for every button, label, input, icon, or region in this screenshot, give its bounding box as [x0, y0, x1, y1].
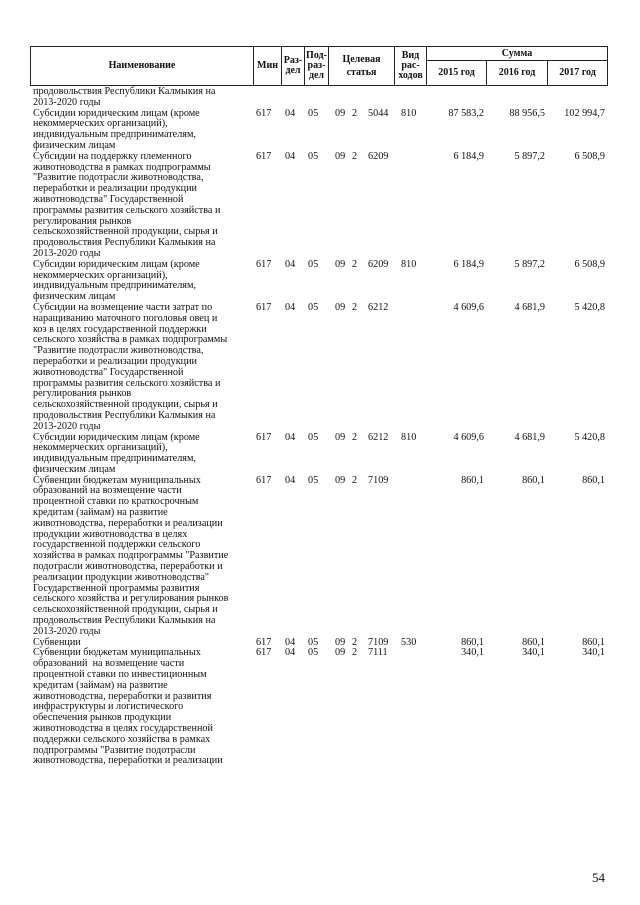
table-row: [30, 476, 607, 638]
row-sum-2017: 860,1: [582, 636, 605, 648]
row-target-part3: 5044: [368, 107, 389, 119]
row-name: продовольствия Республики Калмыкия на 2013-2020 годы: [33, 86, 216, 108]
row-sum-2015: 4 609,6: [453, 431, 484, 443]
row-sum-2016: 5 897,2: [514, 258, 545, 270]
row-vid: 810: [401, 107, 417, 119]
row-vid: 530: [401, 636, 417, 648]
row-target-part3: 6209: [368, 258, 389, 270]
row-target-part1: 09: [335, 107, 346, 119]
row-razdel: 04: [285, 301, 296, 313]
row-target-part1: 09: [335, 474, 346, 486]
row-razdel: 04: [285, 647, 296, 659]
row-razdel: 04: [285, 258, 296, 270]
row-target-part2: 2: [352, 636, 358, 648]
row-name: Субвенции: [33, 636, 81, 648]
row-target-part1: 09: [335, 301, 346, 313]
row-sum-2015: 87 583,2: [448, 107, 484, 119]
header-vid: Вид рас- ходов: [395, 47, 427, 86]
row-sum-2015: 6 184,9: [453, 150, 484, 162]
row-target-part2: 2: [352, 431, 358, 443]
header-year-2015: 2015 год: [427, 61, 487, 86]
row-min: 617: [256, 474, 272, 486]
header-razdel: Раз- дел: [282, 47, 305, 86]
row-target-part3: 7109: [368, 474, 389, 486]
row-target-part1: 09: [335, 258, 346, 270]
row-sum-2015: 6 184,9: [453, 258, 484, 270]
row-sum-2016: 5 897,2: [514, 150, 545, 162]
table-row: [30, 260, 607, 303]
row-sum-2016: 340,1: [522, 647, 545, 659]
row-min: 617: [256, 636, 272, 648]
row-name: Субвенции бюджетам муниципальных образований на возмещение части процентной ставки по краткосрочным кредитам (займам) на развитие животноводства, переработки и реализации продукции животноводства в целях государственной поддержки сельского хозяйства в рамках подпрограммы "Развитие подотрасли животноводства, переработки и реализации продукции животноводства" Государственной программы развития сельского хозяйства и регулирования рынков сельскохозяйственной продукции, сырья и продовольствия Республики Калмыкия на 2013-2020 годы: [33, 474, 229, 637]
table-row: [30, 648, 607, 767]
row-name: Субсидии юридическим лицам (кроме некоммерческих организаций), индивидуальным предпринимателям, физическим лицам: [33, 107, 200, 151]
row-podrazdel: 05: [308, 150, 319, 162]
row-target-part3: 6209: [368, 150, 389, 162]
row-podrazdel: 05: [308, 258, 319, 270]
row-sum-2017: 860,1: [582, 474, 605, 486]
row-name: Субвенции бюджетам муниципальных образований на возмещение части процентной ставки по инвестиционным кредитам (займам) на развитие животноводства, переработки и развития инфраструктуры и логистического обеспечения рынков продукции животноводства в целях государственной поддержки сельского хозяйства в рамках подпрограммы "Развитие подотрасли животноводства, переработки и реализации: [33, 647, 223, 767]
row-sum-2015: 860,1: [461, 636, 484, 648]
table-row: [30, 152, 607, 260]
row-sum-2017: 5 420,8: [574, 301, 605, 313]
header-year-2017: 2017 год: [548, 61, 608, 86]
table-row: [30, 87, 607, 109]
table-row: [30, 433, 607, 476]
row-target-part3: 7109: [368, 636, 389, 648]
row-sum-2017: 6 508,9: [574, 258, 605, 270]
row-razdel: 04: [285, 636, 296, 648]
row-min: 617: [256, 301, 272, 313]
row-name: Субсидии на поддержку племенного животноводства в рамках подпрограммы "Развитие подотрасли животноводства, переработки и реализации продукции животноводства" Государственной программы развития сельского хозяйства и регулирования рынков сельскохозяйственной продукции, сырья и продовольствия Республики Калмыкия на 2013-2020 годы: [33, 150, 221, 259]
row-target-part2: 2: [352, 301, 358, 313]
header-sum: Сумма: [427, 47, 608, 61]
row-target-part1: 09: [335, 636, 346, 648]
row-target-part3: 7111: [368, 647, 388, 659]
table-header: [30, 46, 608, 86]
row-sum-2015: 340,1: [461, 647, 484, 659]
row-sum-2017: 102 994,7: [564, 107, 605, 119]
row-name: Субсидии юридическим лицам (кроме некоммерческих организаций), индивидуальным предпринимателям, физическим лицам: [33, 431, 200, 475]
row-min: 617: [256, 150, 272, 162]
row-sum-2017: 340,1: [582, 647, 605, 659]
row-vid: 810: [401, 431, 417, 443]
table-row: [30, 303, 607, 433]
row-sum-2017: 6 508,9: [574, 150, 605, 162]
row-razdel: 04: [285, 474, 296, 486]
row-target-part3: 6212: [368, 301, 389, 313]
row-razdel: 04: [285, 150, 296, 162]
header-target: Целевая статья: [329, 47, 395, 86]
row-podrazdel: 05: [308, 107, 319, 119]
row-sum-2016: 4 681,9: [514, 301, 545, 313]
row-target-part2: 2: [352, 647, 358, 659]
row-sum-2017: 5 420,8: [574, 431, 605, 443]
row-podrazdel: 05: [308, 647, 319, 659]
row-min: 617: [256, 647, 272, 659]
row-razdel: 04: [285, 107, 296, 119]
row-podrazdel: 05: [308, 431, 319, 443]
row-target-part1: 09: [335, 431, 346, 443]
row-podrazdel: 05: [308, 301, 319, 313]
row-podrazdel: 05: [308, 636, 319, 648]
row-sum-2016: 860,1: [522, 636, 545, 648]
row-podrazdel: 05: [308, 474, 319, 486]
row-name: Субсидии юридическим лицам (кроме некоммерческих организаций), индивидуальным предпринимателям, физическим лицам: [33, 258, 200, 303]
row-min: 617: [256, 107, 272, 119]
page-number: 54: [592, 870, 605, 885]
row-target-part3: 6212: [368, 431, 389, 443]
header-year-2016: 2016 год: [487, 61, 548, 86]
row-sum-2016: 4 681,9: [514, 431, 545, 443]
row-sum-2015: 860,1: [461, 474, 484, 486]
header-min: Мин: [254, 47, 282, 86]
row-target-part1: 09: [335, 647, 346, 659]
row-min: 617: [256, 431, 272, 443]
row-sum-2016: 860,1: [522, 474, 545, 486]
table-row: [30, 109, 607, 152]
row-target-part2: 2: [352, 107, 358, 119]
table-body: [30, 87, 607, 767]
row-min: 617: [256, 258, 272, 270]
row-target-part2: 2: [352, 150, 358, 162]
row-sum-2015: 4 609,6: [453, 301, 484, 313]
header-podrazdel: Под- раз- дел: [305, 47, 329, 86]
row-razdel: 04: [285, 431, 296, 443]
row-vid: 810: [401, 258, 417, 270]
row-name: Субсидии на возмещение части затрат по наращиванию маточного поголовья овец и коз в целях государственной поддержки сельского хозяйства в рамках подпрограммы "Развитие подотрасли животноводства, переработки и реализации продукции животноводства" Государственной программы развития сельского хозяйства и регулирования рынков сельскохозяйственной продукции, сырья и продовольствия Республики Калмыкия на 2013-2020 годы: [33, 301, 228, 432]
row-target-part1: 09: [335, 150, 346, 162]
row-target-part2: 2: [352, 474, 358, 486]
row-sum-2016: 88 956,5: [509, 107, 545, 119]
header-name: Наименование: [31, 47, 254, 86]
row-target-part2: 2: [352, 258, 358, 270]
